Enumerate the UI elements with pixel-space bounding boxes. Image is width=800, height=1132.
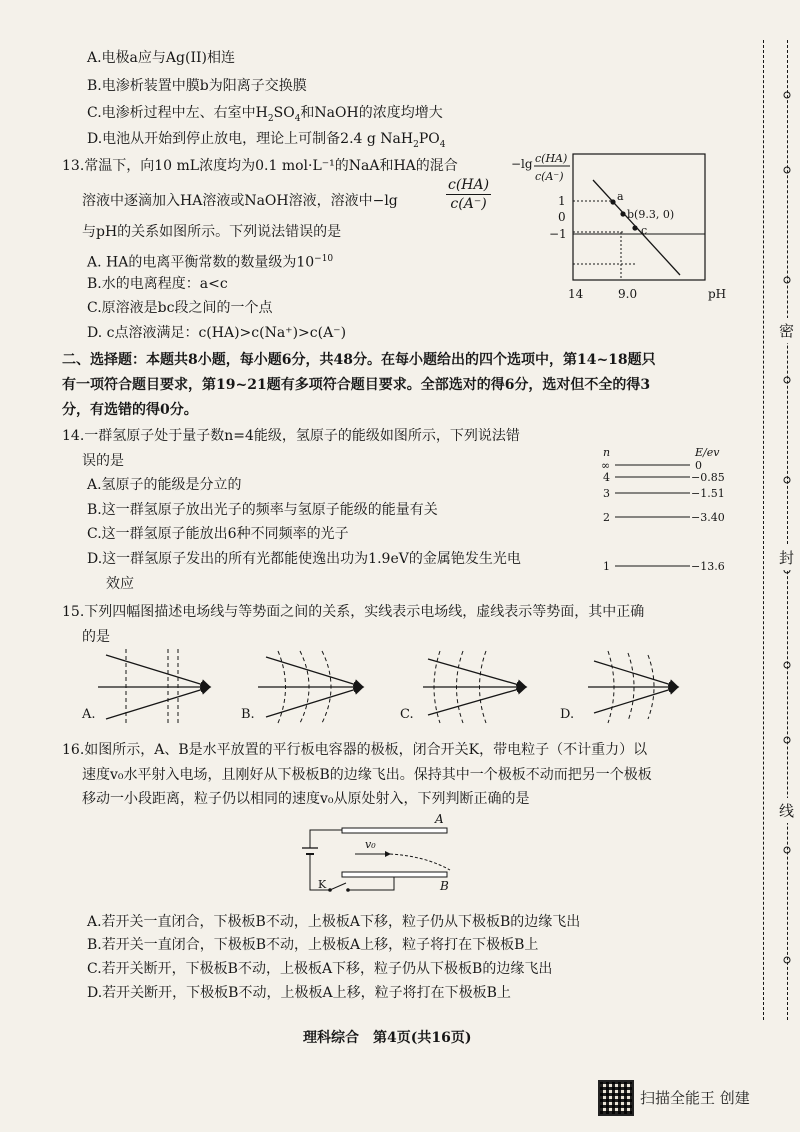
svg-text:∞: ∞ — [601, 459, 611, 472]
q12-option-c: C.电渗析过程中左、右室中$H_2SO_4$和NaOH的浓度均增大 — [87, 105, 443, 124]
graph-ylabel-num: c(HA) — [535, 152, 568, 165]
graph-point-c — [632, 225, 637, 230]
graph-xlabel: pH — [708, 287, 727, 301]
q15-figures — [78, 645, 718, 730]
svg-text:K: K — [318, 878, 327, 891]
svg-text:1: 1 — [603, 560, 610, 573]
seal-circles — [780, 40, 796, 1020]
figure-b — [241, 651, 363, 723]
q16-stem-line2: 速度v₀水平射入电场，且刚好从下极板B的边缘飞出。保持其中一个极板不动而把另一个极板 — [82, 767, 652, 783]
q16-stem-line1: 16.如图所示，A、B是水平放置的平行板电容器的极板，闭合开关K，带电粒子（不计重力）以 — [62, 742, 648, 758]
plate-a — [342, 828, 447, 833]
q13-stem-line3: 与pH的关系如图所示。下列说法错误的是 — [82, 224, 342, 240]
q14-option-a: A.氢原子的能级是分立的 — [87, 477, 242, 493]
q13-option-d: D. c点溶液满足：c(HA)>c(Na⁺)>c(A⁻) — [87, 325, 347, 341]
svg-text:4: 4 — [603, 471, 610, 484]
graph-xtick-9: 9.0 — [618, 287, 638, 301]
q15-stem-line1: 15.下列四幅图描述电场线与等势面之间的关系，实线表示电场线，虚线表示等势面，其中正确 — [62, 604, 645, 620]
energy-level-diagram — [595, 444, 745, 584]
q14-stem-line2: 误的是 — [82, 453, 124, 469]
plate-b — [342, 872, 447, 877]
seal-char-xian: 线 — [779, 798, 794, 823]
q12-option-b: B.电渗析装置中膜b为阳离子交换膜 — [87, 78, 307, 94]
figure-d-label: D. — [560, 707, 575, 722]
page-footer: 理科综合 第4页(共16页) — [303, 1030, 472, 1046]
q16-option-d: D.若开关断开，下极板B不动，上极板A上移，粒子将打在下极板B上 — [87, 985, 511, 1001]
q12-option-a: A.电极a应与Ag(II)相连 — [87, 50, 235, 66]
svg-text:c: c — [641, 224, 648, 237]
svg-text:n: n — [603, 446, 611, 459]
q13-stem-line2: 溶液中逐滴加入HA溶液或NaOH溶液，溶液中−lg — [82, 193, 398, 209]
figure-d — [560, 651, 678, 723]
q14-option-c: C.这一群氢原子能放出6种不同频率的光子 — [87, 526, 349, 542]
section2-line1: 二、选择题：本题共8小题，每小题6分，共48分。在每小题给出的四个选项中，第14~18题只 — [62, 352, 656, 368]
svg-text:−3.40: −3.40 — [691, 511, 725, 524]
graph-ylabel-prefix: −lg — [511, 157, 533, 171]
graph-xtick-14: 14 — [568, 287, 584, 301]
section2-line3: 分，有选错的得0分。 — [62, 402, 198, 418]
svg-text:−1.51: −1.51 — [691, 487, 725, 500]
figure-c — [400, 651, 526, 723]
graph-point-a — [610, 199, 615, 204]
svg-text:2: 2 — [603, 511, 610, 524]
graph-ytick-0: 0 — [558, 210, 566, 224]
svg-text:−13.6: −13.6 — [691, 560, 725, 573]
q16-stem-line3: 移动一小段距离，粒子仍以相同的速度v₀从原处射入，下列判断正确的是 — [82, 791, 530, 807]
svg-text:v₀: v₀ — [365, 838, 376, 851]
figure-c-label: C. — [400, 707, 414, 722]
q14-option-d-line2: 效应 — [106, 576, 134, 592]
svg-text:B: B — [440, 879, 449, 893]
q12-option-d: D.电池从开始到停止放电，理论上可制备2.4 g $NaH_2PO_4$ — [87, 131, 446, 150]
section2-line2: 有一项符合题目要求，第19~21题有多项符合题目要求。全部选对的得6分，选对但不全的得3 — [62, 377, 651, 393]
svg-text:3: 3 — [603, 487, 610, 500]
seal-line-outer — [763, 40, 764, 1020]
figure-a — [81, 649, 210, 725]
seal-char-mi: 密 — [779, 318, 794, 343]
q15-stem-line2: 的是 — [82, 629, 110, 645]
figure-b-label: B. — [241, 707, 255, 722]
figure-a-label: A. — [82, 707, 96, 722]
q14-option-d-line1: D.这一群氢原子发出的所有光都能使逸出功为1.9eV的金属铯发生光电 — [87, 551, 521, 567]
svg-text:b(9.3, 0): b(9.3, 0) — [627, 208, 675, 221]
q16-option-b: B.若开关一直闭合，下极板B不动，上极板A上移，粒子将打在下极板B上 — [87, 937, 539, 953]
q14-stem-line1: 14.一群氢原子处于量子数n=4能级，氢原子的能级如图所示，下列说法错 — [62, 428, 520, 444]
q13-option-c: C.原溶液是bc段之间的一个点 — [87, 300, 273, 316]
svg-text:a: a — [617, 190, 624, 203]
scanner-watermark: 扫描全能王 创建 — [640, 1089, 750, 1107]
q14-option-b: B.这一群氢原子放出光子的频率与氢原子能级的能量有关 — [87, 502, 438, 518]
graph-point-b — [620, 211, 625, 216]
graph-ytick-1: 1 — [558, 194, 566, 208]
q13-option-b: B.水的电离程度：a<c — [87, 276, 228, 292]
graph-ylabel-den: c(A⁻) — [535, 170, 564, 183]
q16-option-c: C.若开关断开，下极板B不动，上极板A下移，粒子仍从下极板B的边缘飞出 — [87, 961, 553, 977]
q13-graph — [505, 148, 740, 308]
svg-text:0: 0 — [695, 459, 702, 472]
qr-code-icon — [598, 1080, 634, 1116]
graph-ytick-neg1: −1 — [549, 227, 567, 241]
q13-fraction: c(HA) c(A⁻) — [448, 177, 490, 212]
q13-stem-line1: 13.常温下，向10 mL浓度均为0.1 mol·L⁻¹的NaA和HA的混合 — [62, 158, 458, 174]
seal-char-feng: 封 — [779, 545, 794, 570]
svg-text:A: A — [435, 812, 444, 826]
q13-option-a: A. HA的电离平衡常数的数量级为$10^{-10}$ — [87, 254, 334, 271]
q16-capacitor-figure — [290, 808, 490, 900]
q16-option-a: A.若开关一直闭合，下极板B不动，上极板A下移，粒子仍从下极板B的边缘飞出 — [87, 914, 581, 930]
svg-text:E/ev: E/ev — [695, 446, 720, 459]
svg-text:−0.85: −0.85 — [691, 471, 725, 484]
